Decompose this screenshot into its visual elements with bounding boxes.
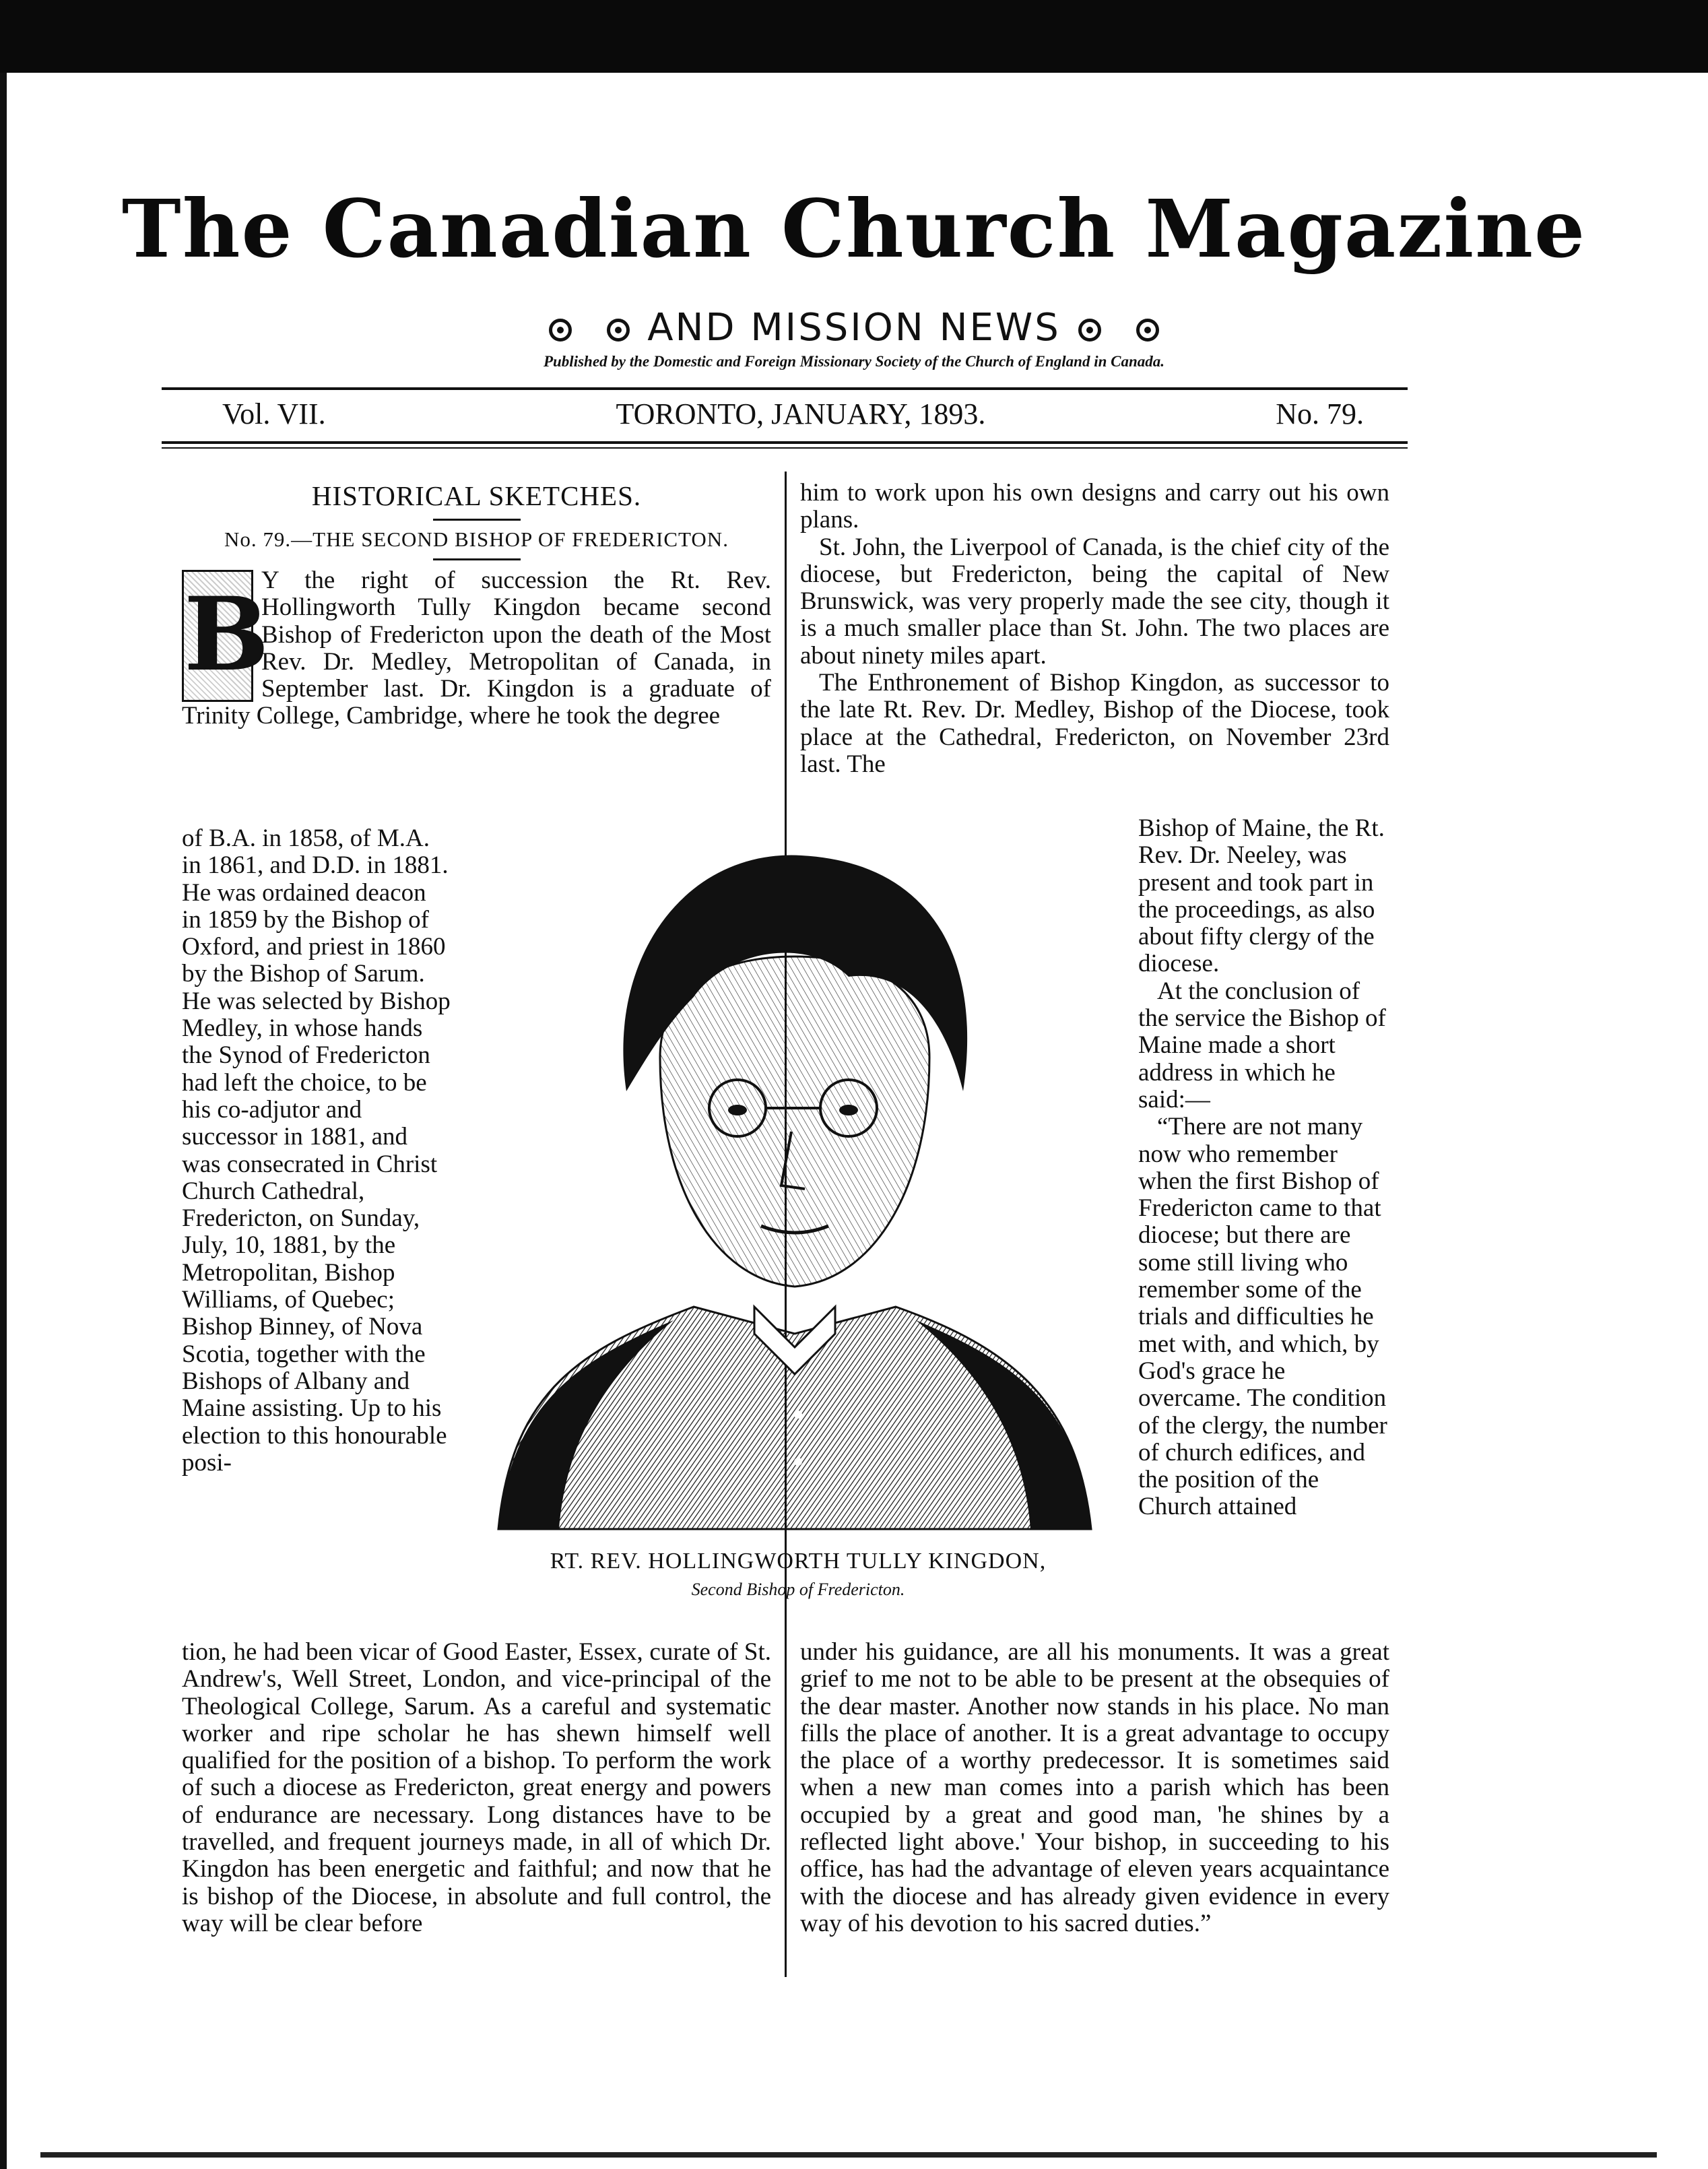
right-bottom-text bbox=[800, 1639, 1389, 1937]
right-wrap-paragraph-3: “There are not many now who remember when the first Bishop of Fredericton came to that diocese; but there are some still living who remember some of the trials and difficulties he met with, and which, by God's grace he overcame. The condition of the clergy, the number of church edifices, and the position of the Church attained bbox=[1138, 1113, 1387, 1521]
left-wrap-text: of B.A. in 1858, of M.A. in 1861, and D.D. in 1881. He was ordained deacon in 1859 by the Bishop of Oxford, and priest in 1860 by the Bishop of Sarum. He was selected by Bishop Medley, in whose hands the Synod of Fredericton had left the choice, to be his co-adjutor and successor in 1881, and was consecrated in Christ Church Cathedral, Fredericton, on Sunday, July, 10, 1881, by the Metropolitan, Bishop Williams, of Quebec; Bishop Binney, of Nova Scotia, together with the Bishops of Albany and Maine assisting. Up to his election to this honourable posi- bbox=[182, 824, 451, 1477]
ornament-icon bbox=[607, 319, 630, 342]
left-bottom-text bbox=[182, 1639, 771, 1937]
section-title: HISTORICAL SKETCHES. bbox=[311, 480, 642, 511]
right-column bbox=[800, 480, 1389, 778]
right-wrap-text bbox=[1138, 815, 1387, 1521]
scan-bottom-edge bbox=[40, 2152, 1657, 2158]
bishop-portrait bbox=[471, 835, 1118, 1536]
figure-caption: RT. REV. HOLLINGWORTH TULLY KINGDON, bbox=[550, 1549, 1047, 1574]
intro-paragraph bbox=[182, 567, 771, 730]
ornament-icon bbox=[1136, 319, 1159, 342]
issue-rule-bottom bbox=[162, 447, 1408, 449]
place-date: TORONTO, JANUARY, 1893. bbox=[616, 397, 986, 430]
intro-text: Y the right of succession the Rt. Rev. Hollingworth Tully Kingdon became second Bishop of Fredericton upon the death of the Most Rev. Dr. Medley, Metropolitan of Canada, in September last. Dr. Kingdon is a graduate of Trinity College, Cambridge, where he took the degree bbox=[182, 566, 771, 730]
right-bottom-paragraph: under his guidance, are all his monuments. It was a great grief to me not to be able to be present at the obsequies of the dear master. Another now stands in his place. No man fills the place of another. It is a great advantage to occupy the place of a worthy predecessor. It is sometimes said when a new man comes into a parish which has been occupied by a great and good man, 'he shines by a reflected light above.' Your bishop, in succeeding to his office, has had the advantage of eleven years acquaintance with the diocese and has already given evidence in every way of his devotion to his sacred duties.” bbox=[800, 1638, 1389, 1937]
right-paragraph-1: him to work upon his own designs and carry out his own plans. bbox=[800, 479, 1389, 534]
issue-line bbox=[222, 394, 1364, 434]
masthead-rule bbox=[162, 387, 1408, 390]
left-column bbox=[182, 480, 771, 730]
masthead-title: The Canadian Church Magazine bbox=[121, 182, 1587, 276]
masthead-subtitle bbox=[0, 306, 1708, 350]
issue-rule-top bbox=[162, 441, 1408, 444]
figure-caption-sub: Second Bishop of Fredericton. bbox=[691, 1580, 905, 1599]
subtitle-rule bbox=[433, 558, 521, 560]
dropcap: B bbox=[182, 570, 253, 702]
masthead-subtitle-text: AND MISSION NEWS bbox=[647, 306, 1061, 350]
right-wrap-paragraph-1: Bishop of Maine, the Rt. Rev. Dr. Neeley, was present and took part in the proceedings, as also about fifty clergy of the diocese. bbox=[1138, 814, 1385, 978]
article-subtitle: No. 79.—THE SECOND BISHOP OF FREDERICTON. bbox=[224, 527, 729, 551]
right-wrap-paragraph-2: At the conclusion of the service the Bishop of Maine made a short address in which he said:— bbox=[1138, 977, 1386, 1113]
left-bottom-paragraph: tion, he had been vicar of Good Easter, Essex, curate of St. Andrew's, Well Street, London, and vice-principal of the Theological College, Sarum. As a careful and systematic worker and ripe scholar he has shewn himself well qualified for the position of a bishop. To perform the work of such a diocese as Fredericton, great energy and powers of endurance are necessary. Long distances have to be travelled, and frequent journeys made, in all of which Dr. Kingdon has been energetic and faithful; and now that he is bishop of the Diocese, in absolute and full control, the way will be clear before bbox=[182, 1638, 771, 1937]
ornament-icon bbox=[1078, 319, 1101, 342]
title-rule bbox=[433, 519, 521, 521]
ornament-icon bbox=[549, 319, 572, 342]
scan-top-edge bbox=[0, 0, 1708, 73]
publisher-line: Published by the Domestic and Foreign Missionary Society of the Church of England in Canada. bbox=[543, 353, 1165, 370]
volume: Vol. VII. bbox=[222, 397, 326, 430]
right-paragraph-2: St. John, the Liverpool of Canada, is the chief city of the diocese, but Fredericton, being the capital of New Brunswick, was very properly made the see city, though it is a much smaller place than St. John. The two places are about ninety miles apart. bbox=[800, 533, 1389, 670]
scan-left-edge bbox=[0, 73, 7, 2169]
issue-number: No. 79. bbox=[1276, 397, 1364, 430]
right-paragraph-3: The Enthronement of Bishop Kingdon, as successor to the late Rt. Rev. Dr. Medley, Bishop of the Diocese, took place at the Cathedral, Fredericton, on November 23rd last. The bbox=[800, 669, 1389, 778]
